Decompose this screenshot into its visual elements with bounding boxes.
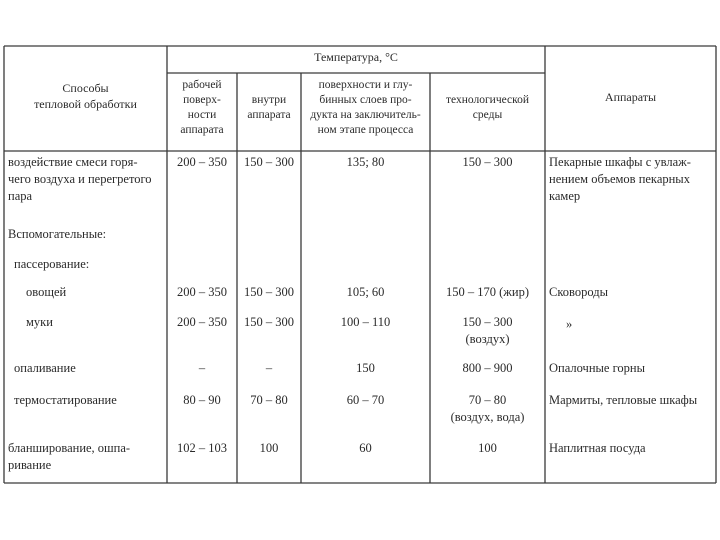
row-method: бланширование, ошпа- ривание <box>8 441 131 472</box>
row-temp-product: 100 – 110 <box>340 315 391 329</box>
row-temp-work-surface: 200 – 350 <box>177 155 227 169</box>
header-methods: Способы тепловой обработки <box>34 81 137 111</box>
row-temp-product: 105; 60 <box>346 285 385 299</box>
row-temp-inside: 150 – 300 <box>244 285 294 299</box>
header-temp-inside: внутри аппарата <box>247 94 291 121</box>
row-temp-inside: 100 <box>259 441 279 455</box>
row-temp-work-surface: – <box>198 361 206 375</box>
row-method: воздействие смеси горя- чего воздуха и перегретого пара <box>8 155 152 203</box>
row-method: Вспомогательные: <box>8 227 107 241</box>
row-temp-medium: 150 – 300 <box>462 155 513 169</box>
row-apparatus: Пекарные шкафы с увлаж- нением объемов пекарных камер <box>549 155 691 203</box>
header-temp-product: поверхности и глу- бинных слоев про- дукта на заключитель- ном этапе процесса <box>310 79 421 136</box>
row-method: опаливание <box>14 361 76 375</box>
row-temp-product: 60 <box>359 441 372 455</box>
row-apparatus: » <box>566 317 573 331</box>
row-temp-medium: 100 <box>478 441 497 455</box>
row-apparatus: Наплитная посуда <box>549 441 646 455</box>
row-temp-inside: 150 – 300 <box>244 315 294 329</box>
header-temp-medium: технологической среды <box>445 94 530 121</box>
row-temp-work-surface: 80 – 90 <box>183 393 221 407</box>
row-apparatus: Мармиты, тепловые шкафы <box>549 393 698 407</box>
row-temp-inside: 70 – 80 <box>250 393 288 407</box>
row-temp-inside: – <box>265 361 273 375</box>
row-temp-product: 135; 80 <box>346 155 385 169</box>
row-temp-inside: 150 – 300 <box>244 155 294 169</box>
row-temp-medium: 150 – 300 (воздух) <box>462 315 513 346</box>
row-method: овощей <box>26 285 67 299</box>
row-temp-medium: 800 – 900 <box>462 361 513 375</box>
row-temp-medium: 70 – 80 (воздух, вода) <box>450 393 525 424</box>
row-temp-work-surface: 102 – 103 <box>177 441 227 455</box>
row-temp-product: 60 – 70 <box>346 393 385 407</box>
header-temp-work-surface: рабочей поверх- ности аппарата <box>180 79 224 136</box>
header-temperature: Температура, °С <box>314 50 398 64</box>
row-apparatus: Опалочные горны <box>549 361 645 375</box>
row-temp-product: 150 <box>356 361 375 375</box>
row-apparatus: Сковороды <box>549 285 608 299</box>
row-method: муки <box>26 315 53 329</box>
row-temp-medium: 150 – 170 (жир) <box>445 285 530 299</box>
row-method: пассерование: <box>14 257 90 271</box>
row-temp-work-surface: 200 – 350 <box>177 315 227 329</box>
header-apparatus: Аппараты <box>604 90 657 104</box>
row-method: термостатирование <box>14 393 117 407</box>
row-temp-work-surface: 200 – 350 <box>177 285 227 299</box>
